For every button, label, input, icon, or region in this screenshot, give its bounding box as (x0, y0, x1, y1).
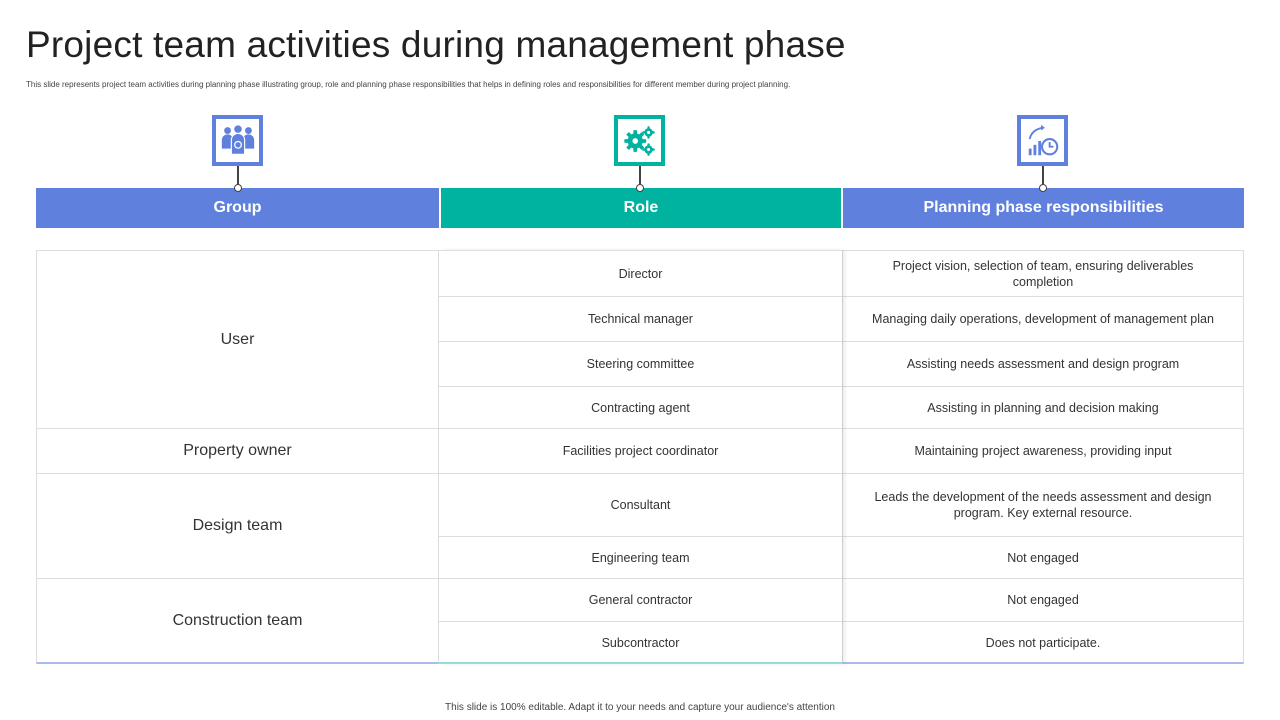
role-cell: Steering committee (439, 342, 842, 387)
connector-dot (1039, 184, 1047, 192)
group-cell: Design team (37, 474, 438, 579)
gears-icon-box (614, 115, 665, 166)
role-cell: Director (439, 251, 842, 297)
team-icon-box (212, 115, 263, 166)
responsibility-cell: Leads the development of the needs assessment and design program. Key external resource. (843, 474, 1243, 537)
role-cell: Contracting agent (439, 387, 842, 429)
connector-line (237, 166, 239, 185)
responsibility-cell: Assisting in planning and decision making (843, 387, 1243, 429)
connector-line (1042, 166, 1044, 185)
team-icon (219, 122, 257, 160)
role-cell: Technical manager (439, 297, 842, 342)
footer-note: This slide is 100% editable. Adapt it to your needs and capture your audience's attention (445, 702, 835, 713)
responsibility-cell: Assisting needs assessment and design program (843, 342, 1243, 387)
gears-icon (621, 122, 659, 160)
role-cell: Engineering team (439, 537, 842, 579)
connector-dot (636, 184, 644, 192)
connector-line (639, 166, 641, 185)
role-cell: Consultant (439, 474, 842, 537)
page-subtitle: This slide represents project team activities during planning phase illustrating group, role and planning phase responsibilities that helps in defining roles and responsibilities for different member during project planning. (26, 80, 791, 89)
page-title: Project team activities during management phase (26, 24, 846, 65)
activities-table (36, 250, 1244, 664)
responsibility-cell: Not engaged (843, 537, 1243, 579)
header-group: Group (36, 188, 439, 228)
responsibility-cell: Managing daily operations, development of management plan (843, 297, 1243, 342)
group-column (36, 250, 439, 664)
connector-dot (234, 184, 242, 192)
responsibility-cell: Project vision, selection of team, ensuring deliverables completion (843, 251, 1243, 297)
growth-clock-icon (1024, 122, 1062, 160)
role-cell: Facilities project coordinator (439, 429, 842, 474)
group-cell: Construction team (172, 612, 303, 629)
responsibility-cell: Maintaining project awareness, providing input (843, 429, 1243, 474)
responsibility-cell: Does not participate. (985, 635, 1101, 650)
role-cell: General contractor (439, 579, 842, 622)
growth-clock-icon-box (1017, 115, 1068, 166)
role-column (439, 250, 842, 664)
header-role: Role (441, 188, 841, 228)
responsibility-cell: Not engaged (843, 579, 1243, 622)
header-responsibilities: Planning phase responsibilities (843, 188, 1244, 228)
group-cell: User (37, 251, 438, 429)
group-cell: Property owner (37, 429, 438, 474)
responsibility-column (842, 250, 1244, 664)
role-cell: Subcontractor (601, 635, 680, 650)
